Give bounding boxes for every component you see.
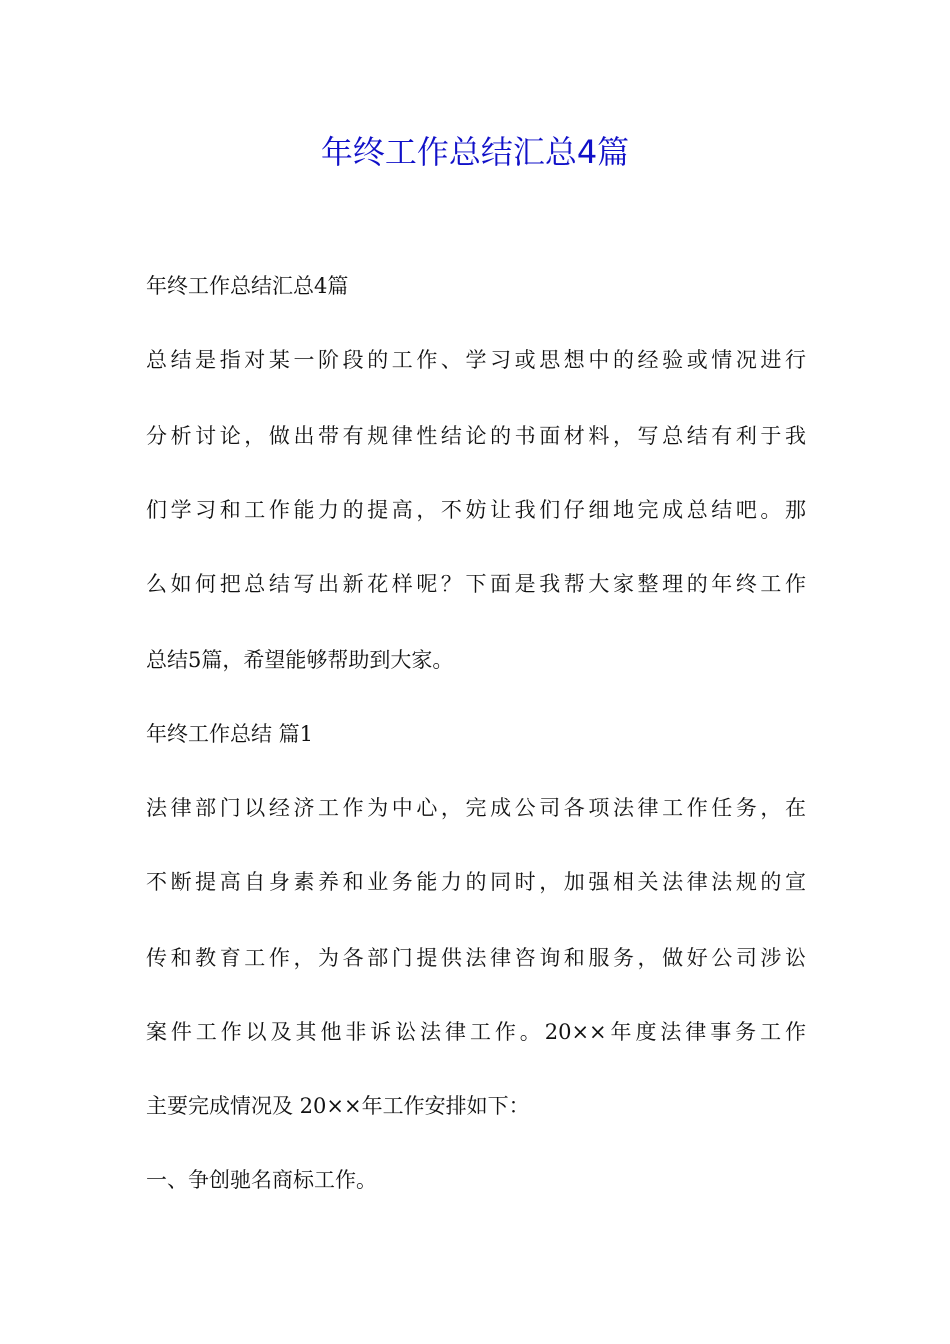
body-line-2: 不断提高自身素养和业务能力的同时，加强相关法律法规的宣: [146, 870, 806, 894]
intro-line-4: 么如何把总结写出新花样呢？下面是我帮大家整理的年终工作: [146, 572, 806, 596]
body-line-4: 案件工作以及其他非诉讼法律工作。20××年度法律事务工作: [146, 1020, 806, 1044]
body-line-1: 法律部门以经济工作为中心，完成公司各项法律工作任务，在: [146, 796, 806, 820]
intro-line-5: 总结5篇，希望能够帮助到大家。: [146, 648, 454, 672]
section-heading-1: 年终工作总结 篇1: [146, 722, 314, 746]
body-line-3: 传和教育工作，为各部门提供法律咨询和服务，做好公司涉讼: [146, 946, 806, 970]
intro-line-1: 总结是指对某一阶段的工作、学习或思想中的经验或情况进行: [146, 348, 806, 372]
intro-line-3: 们学习和工作能力的提高，不妨让我们仔细地完成总结吧。那: [146, 498, 806, 522]
subtitle-line: 年终工作总结汇总4篇: [146, 274, 349, 298]
document-title: 年终工作总结汇总4篇: [320, 133, 630, 171]
body-line-5: 主要完成情况及 20××年工作安排如下：: [146, 1094, 530, 1118]
intro-line-2: 分析讨论，做出带有规律性结论的书面材料，写总结有利于我: [146, 424, 806, 448]
list-item-1: 一、争创驰名商标工作。: [146, 1168, 377, 1192]
